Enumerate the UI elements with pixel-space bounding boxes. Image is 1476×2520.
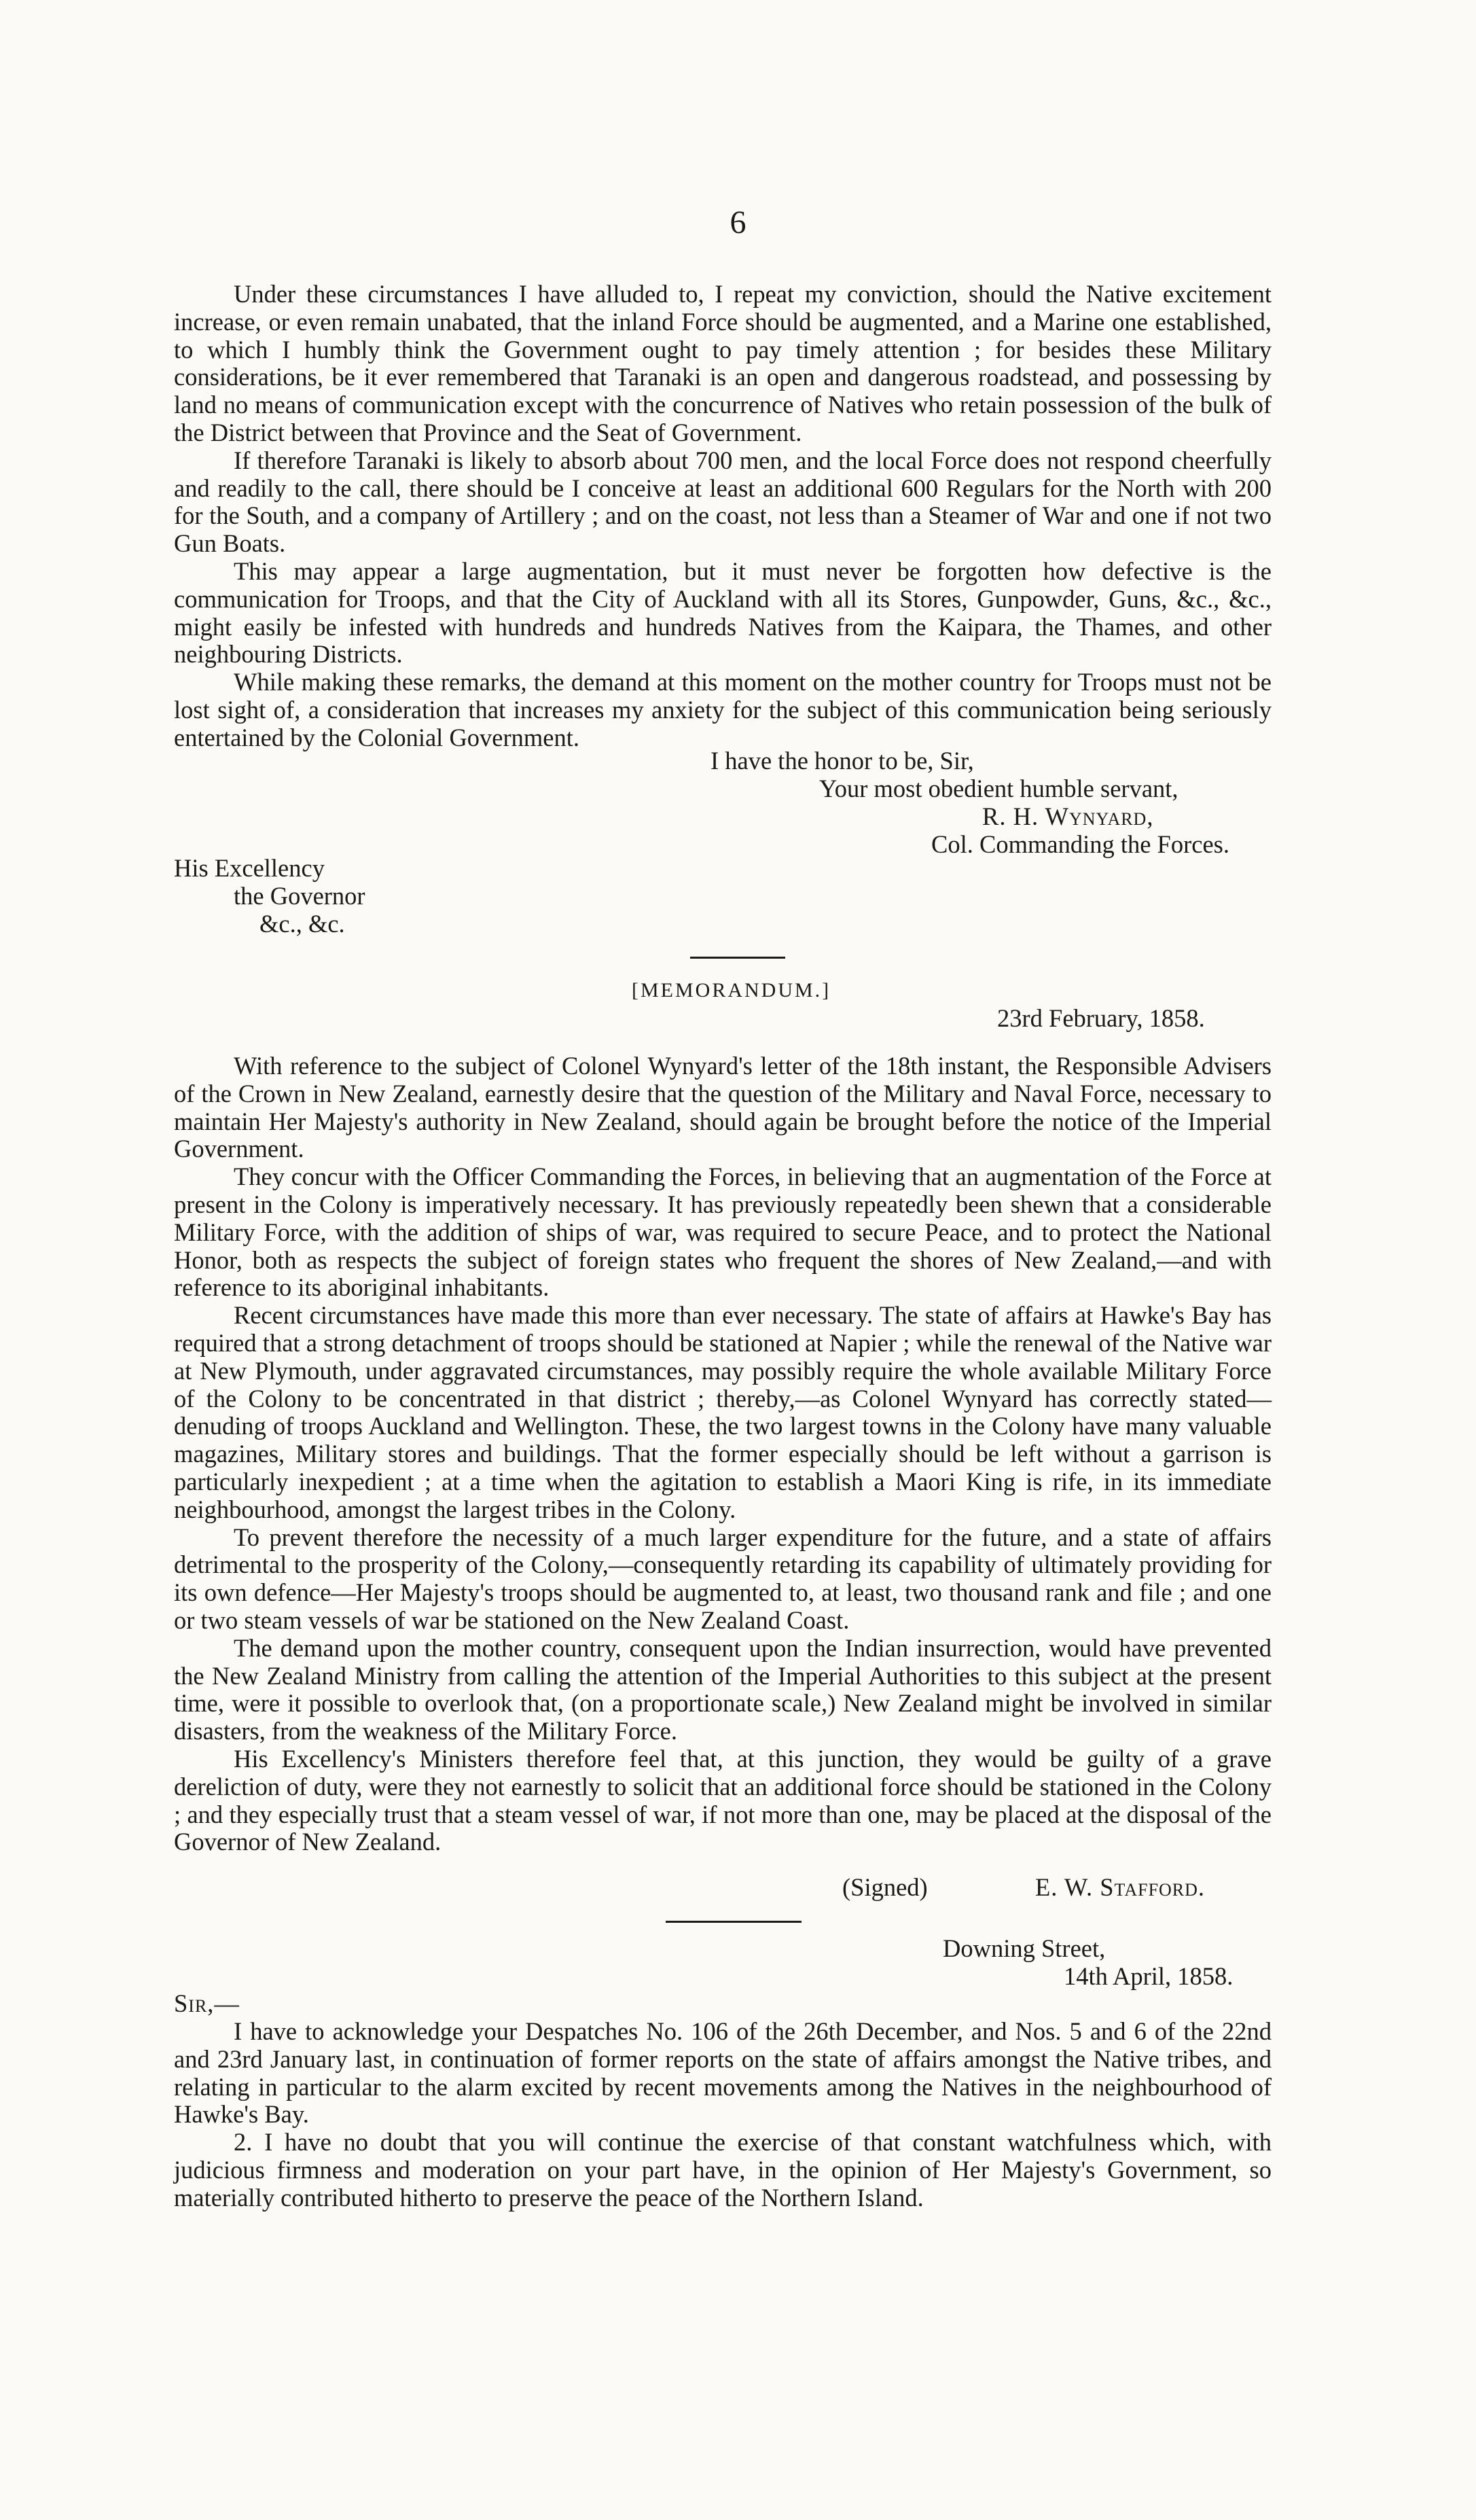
divider-rule — [690, 957, 785, 959]
letter1-signer-name: R. H. Wynyard, — [982, 802, 1154, 830]
letter2-body — [174, 2018, 1272, 2212]
addressee-line: His Excellency — [174, 854, 325, 882]
letter1-paragraph: If therefore Taranaki is likely to absorb about 700 men, and the local Force does not respond cheerfully and readily to the call, there should be I conceive at least an additional 600 Regulars for the North with 200 for the South, and a company of Artillery ; and on the coast, not less than a Steamer of War and one if not two Gun Boats. — [174, 446, 1272, 558]
letter2-paragraph: 2. I have no doubt that you will continue the exercise of that constant watchfulness which, with judicious firmness and moderation on your part have, in the opinion of Her Majesty's Government, so materially contributed hitherto to preserve the peace of the Northern Island. — [174, 2128, 1272, 2212]
addressee-line: &c., &c. — [259, 910, 345, 938]
memorandum-paragraph: The demand upon the mother country, consequent upon the Indian insurrection, would have prevented the New Zealand Ministry from calling the attention of the Imperial Authorities to this subject at the present time, were it possible to overlook that, (on a proportionate scale,) New Zealand might be involved in similar disasters, from the weakness of the Military Force. — [174, 1633, 1272, 1745]
letter2-date: 14th April, 1858. — [1064, 1962, 1234, 1990]
letter1-paragraph: This may appear a large augmentation, but it must never be forgotten how defective is the communication for Troops, and that the City of Auckland with all its Stores, Gunpowder, Guns, &c., &c., might easily be infested with hundreds and hundreds Natives from the Kaipara, the Thames, and other neighbouring Districts. — [174, 556, 1272, 669]
letter1-signoff: Your most obedient humble servant, — [819, 775, 1178, 802]
signed-name: E. W. Stafford. — [1035, 1873, 1206, 1901]
letter1-paragraph: Under these circumstances I have alluded to, I repeat my conviction, should the Native excitement increase, or even remain unabated, that the inland Force should be augmented, and a Marine one established, to which I humbly think the Government ought to pay timely attention ; for besides these Military considerations, be it ever remembered that Taranaki is an open and dangerous roadstead, and possessing by land no means of communication except with the concurrence of Natives who retain possession of the bulk of the District between that Province and the Seat of Government. — [174, 280, 1272, 446]
letter1-body — [174, 281, 1272, 752]
letter1-signer-title: Col. Commanding the Forces. — [931, 830, 1229, 858]
memorandum-paragraph: To prevent therefore the necessity of a much larger expenditure for the future, and a state of affairs detrimental to the prosperity of the Colony,—consequently retarding its capability of ultimately providing for its own defence—Her Majesty's troops should be augmented to, at least, two thousand rank and file ; and one or two steam vessels of war be stationed on the New Zealand Coast. — [174, 1523, 1272, 1634]
memorandum-body — [174, 1052, 1272, 1856]
letter1-closing: I have the honor to be, Sir, — [710, 747, 974, 775]
letter2-place: Downing Street, — [943, 1934, 1106, 1962]
memorandum-date: 23rd February, 1858. — [997, 1004, 1205, 1032]
letter2-salutation: Sir,— — [174, 1989, 240, 2017]
memorandum-paragraph: His Excellency's Ministers therefore feel that, at this junction, they would be guilty of a grave dereliction of duty, were they not earnestly to solicit that an additional force should be stationed in the Colony ; and they especially trust that a steam vessel of war, if not more than one, may be placed at the disposal of the Governor of New Zealand. — [174, 1744, 1272, 1856]
memorandum-heading: [MEMORANDUM.] — [632, 979, 831, 1001]
memorandum-paragraph: They concur with the Officer Commanding the Forces, in believing that an augmentation of the Force at present in the Colony is imperatively necessary. It has previously repeatedly been shewn that a considerable Military Force, with the addition of ships of war, was required to secure Peace, and to protect the National Honor, both as respects the subject of foreign states who frequent the shores of New Zealand,—and with reference to its aboriginal inhabitants. — [174, 1163, 1272, 1302]
letter2-paragraph: I have to acknowledge your Despatches No. 106 of the 26th December, and Nos. 5 and 6 of the 22nd and 23rd January last, in continuation of former reports on the state of affairs amongst the Native tribes, and relating in particular to the alarm excited by recent movements among the Natives in the neighbourhood of Hawke's Bay. — [174, 2017, 1272, 2129]
page-number: 6 — [730, 205, 746, 241]
memorandum-paragraph: With reference to the subject of Colonel Wynyard's letter of the 18th instant, the Responsible Advisers of the Crown in New Zealand, earnestly desire that the question of the Military and Naval Force, necessary to maintain Her Majesty's authority in New Zealand, should again be brought before the notice of the Imperial Government. — [174, 1052, 1272, 1163]
letter1-paragraph: While making these remarks, the demand at this moment on the mother country for Troops must not be lost sight of, a consideration that increases my anxiety for the subject of this communication being seriously entertained by the Colonial Government. — [174, 668, 1272, 751]
addressee-line: the Governor — [234, 882, 365, 910]
divider-rule — [666, 1921, 802, 1923]
memorandum-paragraph: Recent circumstances have made this more than ever necessary. The state of affairs at Hawke's Bay has required that a strong detachment of troops should be stationed at Napier ; while the renewal of the Native war at New Plymouth, under aggravated circumstances, may possibly require the whole available Military Force of the Colony to be concentrated in that district ; thereby,—as Colonel Wynyard has correctly stated—denuding of troops Auckland and Wellington. These, the two largest towns in the Colony have many valuable magazines, Military stores and buildings. That the former especially should be left without a garrison is particularly inexpedient ; at a time when the agitation to establish a Maori King is rife, in its immediate neighbourhood, amongst the largest tribes in the Colony. — [174, 1301, 1272, 1523]
signed-label: (Signed) — [842, 1873, 928, 1901]
